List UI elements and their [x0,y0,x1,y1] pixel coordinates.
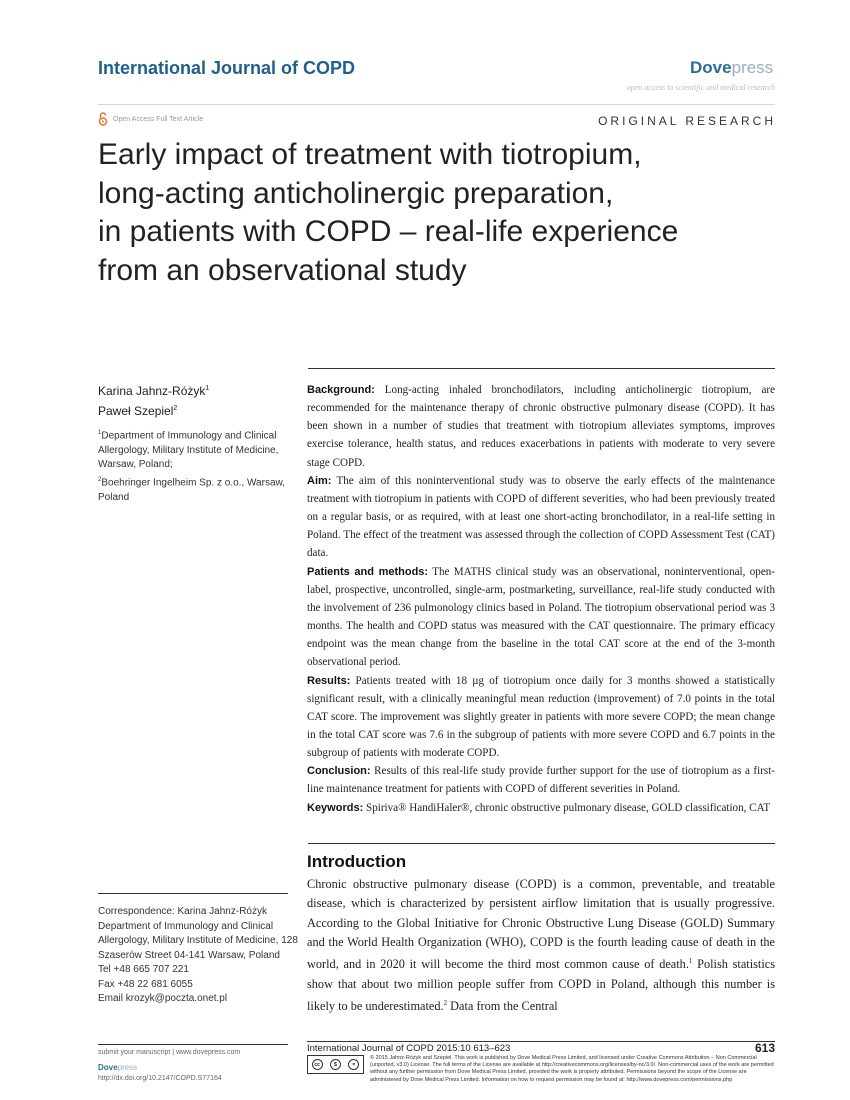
abstract-background: Background: Long-acting inhaled bronchodilators, including anticholinergic tiotropium, are recommended for the maintenance therapy of chronic obstructive pulmonary disease (COPD). It has been shown in a number of studies that treatment with tiotropium alleviates symptoms, improves exercise tolerance, health status, and reduces exacerbations in patients with moderate to very severe stage COPD. [307,384,775,469]
submit-manuscript-link[interactable]: submit your manuscript | www.dovepress.com [98,1049,241,1056]
journal-name: International Journal of COPD [98,58,356,78]
publisher-tagline: open access to scientific and medical research [626,83,775,92]
title-line: from an observational study [98,253,467,287]
correspondence-fax: Fax +48 22 681 6055 [98,978,193,990]
doi-link[interactable]: http://dx.doi.org/10.2147/COPD.S77164 [98,1075,222,1082]
correspondence-email[interactable]: Email krozyk@poczta.onet.pl [98,993,228,1004]
publisher-logo-bold: Dove [690,58,732,77]
author: Karina Jahnz-Różyk$^1$ [98,384,210,398]
introduction-heading: Introduction [307,852,407,871]
article-type: ORIGINAL RESEARCH [598,114,776,128]
abstract-results: Results: Patients treated with 18 µg of tiotropium once daily for 3 months showed a statistically significant result, with a clinically meaningful mean reduction (improvement) of 7.0 points in the total CAT score. The improvement was slightly greater in patients with more severe COPD; the mean change in the total CAT score was 7.6 in the subgroup of patients with more severe COPD and 6.7 points in the subgroup of patients with moderate COPD. [307,674,775,760]
abstract-top-rule [308,368,775,369]
abstract-methods: Patients and methods: The MATHS clinical study was an observational, noninterventional, open-label, prospective, uncontrolled, single-arm, postmarketing, surveillance, real-life study conducted with the involvement of 236 pulmonology clinics based in Poland. The tiotropium observational period was 3 months. The health and COPD status was measured with the CAT questionnaire. The primary efficacy endpoint was the mean change from the baseline in the total CAT score at the end of the 3-month observational period. [307,565,775,669]
license-block [307,1055,775,1084]
footer-publisher-logo[interactable]: Dovepress [98,1063,138,1072]
correspondence-label: Correspondence: Karina Jahnz-Różyk [98,906,267,917]
open-access-badge[interactable] [98,112,203,126]
affiliations [98,426,298,505]
correspondence-divider [98,893,288,894]
abstract-conclusion: Conclusion: Results of this real-life study provide further support for the use of tiotropium as a first-line maintenance treatment for patients with COPD of different severities in Poland. [307,765,775,796]
reference-link[interactable]: 2 [443,998,448,1007]
abstract-bottom-rule [308,843,775,844]
correspondence-address: Department of Immunology and Clinical Allergology, Military Institute of Medicine, 128 Szaserów Street 04-141 Warsaw, Poland [98,920,298,961]
footer-left-divider [98,1044,288,1045]
page-number: 613 [754,1041,775,1055]
open-access-icon [98,112,108,126]
title-line: in patients with COPD – real-life experience [98,215,679,248]
footer-journal-reference: International Journal of COPD 2015:10 613–623 [307,1043,511,1054]
license-text: © 2015 Jahnz-Różyk and Szepiel. This work is published by Dove Medical Press Limited, and licensed under Creative Commons Attribution – Non Commercial (unported, v3.0) License. The full terms of the License are available at http://creativecommons.org/licenses/by-nc/3.0/. Non-commercial uses of the work are permitted without any further permission from Dove Medical Press Limited, provided the work is properly attributed. Permissions beyond the scope of the License are administered by Dove Medical Press Limited. Information on how to request permission may be found at: http://www.dovepress.com/permissions.php [370,1055,774,1083]
correspondence-tel: Tel +48 665 707 221 [98,964,189,975]
publisher-logo-light: press [731,58,774,77]
introduction-text: Chronic obstructive pulmonary disease (COPD) is a common, preventable, and treatable disease, which is characterized by persistent airflow limitation that is usually progressive. According to the Global Initiative for Chronic Obstructive Lung Disease (GOLD) Summary and the World Health Organization (WHO), COPD is the fourth leading cause of death in the world, and in 2020 it will become the third most common cause of death.$^1$ Polish statistics show that about two million people suffer from COPD in Poland, although this number is likely to be underestimated.$^2$ Data from the Central [307,877,775,1013]
author-list [98,380,209,420]
creative-commons-icon[interactable]: cc $ = [307,1055,364,1074]
abstract-keywords: Keywords: Spiriva® HandiHaler®, chronic obstructive pulmonary disease, GOLD classification, CAT [307,801,771,814]
affiliation: $^1$Department of Immunology and Clinical Allergology, Military Institute of Medicine, Warsaw, Poland; [98,430,279,471]
footer-left [98,1044,288,1084]
title-line: long-acting anticholinergic preparation, [98,176,614,210]
abstract-aim: Aim: The aim of this noninterventional study was to observe the early effects of the maintenance treatment with tiotropium in patients with COPD of different severities, who had been previously treated on a regular basis, or as required, with at least one short-acting bronchodilator, in a real-life setting in Poland. The effect of the treatment was assessed through the collection of COPD Assessment Test (CAT) data. [307,474,775,560]
abstract [307,381,775,817]
affiliation: $^2$Boehringer Ingelheim Sp. z o.o., Warsaw, Poland [98,476,285,503]
publisher-logo[interactable] [690,58,773,78]
footer-divider [307,1041,775,1042]
header-divider [98,104,775,105]
reference-link[interactable]: 1 [688,957,693,966]
author: Paweł Szepiel$^2$ [98,404,178,418]
correspondence [98,905,298,1007]
article-title [98,136,778,290]
open-access-label: Open Access Full Text Article [113,115,204,123]
title-line: Early impact of treatment with tiotropium, [98,138,642,171]
